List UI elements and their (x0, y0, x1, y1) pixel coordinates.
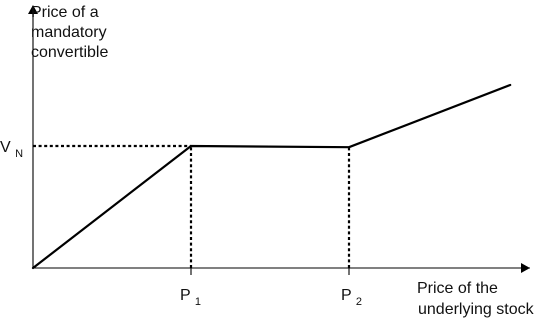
x-tick-label-p1 (180, 287, 201, 308)
y-axis-label-line-1: Price of a (31, 4, 99, 21)
x-axis-label (417, 280, 535, 318)
y-axis-label-line-2: mandatory (31, 24, 107, 41)
x-axis-label-line-2: underlying stock (418, 301, 534, 318)
y-tick-label-vn (0, 139, 23, 160)
y-tick-label-main: V (0, 139, 11, 156)
tick-marks (191, 268, 349, 275)
x-tick-label-p2 (341, 287, 362, 308)
x-tick-label-sub: 2 (355, 296, 362, 308)
y-axis-label (31, 4, 111, 61)
guide-lines (33, 146, 349, 268)
x-tick-label-main: P (180, 287, 191, 304)
x-tick-label-sub: 1 (194, 296, 201, 308)
payoff-line (33, 85, 510, 268)
x-tick-label-main: P (341, 287, 352, 304)
y-tick-label-sub: N (15, 148, 24, 160)
x-axis-label-line-1: Price of the (417, 280, 498, 297)
y-axis-label-line-3: convertible (31, 44, 109, 61)
